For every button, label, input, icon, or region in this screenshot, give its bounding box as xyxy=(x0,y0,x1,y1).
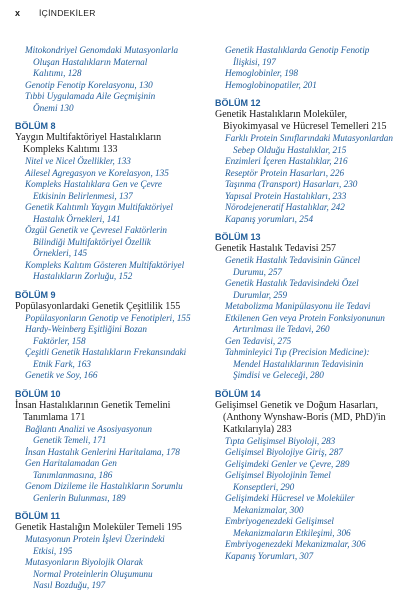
toc-entry[interactable] xyxy=(15,45,200,80)
chapter-label: BÖLÜM 8 xyxy=(15,121,56,131)
toc-line: Mekanizmaların Etkileşimi, 306 xyxy=(233,527,351,538)
toc-entry[interactable] xyxy=(215,80,400,92)
toc-entry[interactable] xyxy=(215,68,400,80)
chapter-title xyxy=(15,132,200,156)
toc-line: Sebep Olduğu Hastalıklar, 215 xyxy=(233,144,347,155)
toc-entry[interactable] xyxy=(215,551,400,563)
toc-line: Artırılması ile Tedavi, 260 xyxy=(233,324,330,334)
toc-line: Gen Tedavisi, 275 xyxy=(225,335,292,346)
toc-line: Nörodejeneratif Hastalıklar, 242 xyxy=(225,202,345,212)
toc-line: Embriyogenezdeki Gelişimsel xyxy=(225,516,334,526)
toc-line: Tanımlama 171 xyxy=(23,411,86,423)
toc-entry[interactable] xyxy=(215,459,400,471)
toc-entry[interactable] xyxy=(215,301,400,313)
toc-line: Etnik Fark, 163 xyxy=(33,358,91,369)
toc-entry[interactable] xyxy=(215,179,400,191)
toc-entry[interactable] xyxy=(15,80,200,92)
toc-line: Çeşitli Genetik Hastalıkların Frekansındaki xyxy=(25,347,187,357)
toc-line: Kompleks Hastalıklara Gen ve Çevre xyxy=(25,179,162,189)
chapter-label: BÖLÜM 11 xyxy=(15,511,61,521)
toc-line: Kalıtımı, 128 xyxy=(33,68,82,78)
toc-left-column xyxy=(15,45,200,592)
toc-entry[interactable] xyxy=(215,278,400,301)
toc-line: Embriyogenezdeki Mekanizmalar, 306 xyxy=(225,539,366,549)
toc-line: Genetik Kalıtımlı Yaygın Multifaktöriyel xyxy=(25,202,173,212)
toc-line: Mitokondriyel Genomdaki Mutasyonlarla xyxy=(25,45,179,55)
toc-line: Reseptör Protein Hasarları, 226 xyxy=(225,167,345,178)
toc-entry[interactable] xyxy=(215,133,400,156)
toc-line: Mutasyonların Biyolojik Olarak xyxy=(25,557,143,567)
toc-entry[interactable] xyxy=(15,202,200,225)
toc-line: Tanımlanmasına, 186 xyxy=(33,469,113,480)
toc-line: İnsan Hastalıklarının Genetik Temelini xyxy=(15,399,171,411)
toc-line: Yapısal Protein Hastalıkları, 233 xyxy=(225,190,347,201)
toc-line: Özgül Genetik ve Çevresel Faktörlerin xyxy=(25,225,168,235)
toc-entry[interactable] xyxy=(215,493,400,516)
toc-right-column xyxy=(215,45,400,562)
toc-line: Gelişimdeki Genler ve Çevre, 289 xyxy=(225,458,350,469)
toc-entry[interactable] xyxy=(215,214,400,226)
chapter-title xyxy=(15,400,200,424)
toc-line: Bilindiği Multifaktöriyel Özellik xyxy=(33,236,151,247)
toc-line: Popülasyonların Genotip ve Fenotipleri, 155 xyxy=(25,312,191,323)
toc-line: Kompleks Kalıtımı 133 xyxy=(23,144,118,155)
toc-line: Hastalık Örnekleri, 141 xyxy=(33,213,121,224)
toc-line: Tıpta Gelişimsel Biyoloji, 283 xyxy=(225,435,336,446)
toc-line: Nasıl Bozduğu, 197 xyxy=(33,580,106,590)
chapter-title xyxy=(215,400,400,436)
toc-entry[interactable] xyxy=(215,516,400,539)
chapter-label: BÖLÜM 12 xyxy=(215,98,261,108)
toc-line: Katkılarıyla) 283 xyxy=(223,423,292,435)
toc-line: Mendel Hastalıklarının Tedavisinin xyxy=(233,358,364,369)
toc-entry[interactable] xyxy=(15,447,200,459)
toc-line: Kompleks Kalıtım Gösteren Multifaktöriyel xyxy=(25,259,185,270)
toc-entry[interactable] xyxy=(215,539,400,551)
toc-entry[interactable] xyxy=(215,313,400,336)
toc-line: Tıbbi Uygulamada Aile Geçmişinin xyxy=(25,91,156,101)
chapter-title xyxy=(15,522,200,534)
toc-entry[interactable] xyxy=(15,168,200,180)
toc-line: Gelişimdeki Hücresel ve Moleküler xyxy=(225,493,355,503)
toc-line: Metabolizma Manipülasyonu ile Tedavi xyxy=(225,301,371,311)
toc-line: Farklı Protein Sınıflarındaki Mutasyonlardan xyxy=(225,133,393,143)
toc-line: Genom Dizileme ile Hastalıkların Sorumlu xyxy=(25,481,183,491)
toc-line: Popülasyonlardaki Genetik Çeşitlilik 155 xyxy=(15,300,181,312)
toc-line: Hemoglobinler, 198 xyxy=(225,68,298,78)
toc-entry[interactable] xyxy=(15,91,200,114)
toc-line: Faktörler, 158 xyxy=(33,335,86,346)
toc-line: Gelişimsel Biyolojinin Temel xyxy=(225,470,331,480)
toc-line: Biyokimyasal ve Hücresel Temelleri 215 xyxy=(223,121,387,132)
toc-line: Etkilenen Gen veya Protein Fonksiyonunun xyxy=(225,312,385,323)
toc-line: Durumlar, 259 xyxy=(233,289,288,300)
toc-entry[interactable] xyxy=(215,191,400,203)
toc-line: Konseptleri, 290 xyxy=(233,481,295,492)
toc-line: Etkisinin Belirlenmesi, 137 xyxy=(33,190,133,201)
toc-line: Hardy-Weinberg Eşitliğini Bozan xyxy=(25,324,147,334)
page-header xyxy=(15,8,400,22)
toc-line: Genetik ve Soy, 166 xyxy=(25,370,98,380)
chapter-label: BÖLÜM 10 xyxy=(15,388,61,399)
toc-line: Genetik Hastalıklarda Genotip Fenotip xyxy=(225,45,370,55)
toc-entry[interactable] xyxy=(15,458,200,481)
toc-line: Tahminleyici Tıp (Precision Medicine): xyxy=(225,347,370,357)
toc-line: Taşınma (Transport) Hasarları, 230 xyxy=(225,179,358,189)
toc-entry[interactable] xyxy=(15,260,200,283)
toc-line: İnsan Hastalık Genlerini Haritalama, 178 xyxy=(25,446,180,457)
toc-line: Kapanış Yorumları, 307 xyxy=(225,550,314,561)
toc-entry[interactable] xyxy=(15,225,200,260)
toc-line: Genetik Hastalık Tedavisindeki Özel xyxy=(225,278,359,288)
toc-entry[interactable] xyxy=(15,370,200,382)
toc-entry[interactable] xyxy=(215,255,400,278)
toc-line: Hastalıkların Zorluğu, 152 xyxy=(33,271,133,281)
toc-line: Ailesel Agregasyon ve Korelasyon, 135 xyxy=(25,167,169,178)
toc-line: Gelişimsel Genetik ve Doğum Hasarları, xyxy=(215,399,379,411)
toc-entry[interactable] xyxy=(215,447,400,459)
page-number: x xyxy=(15,8,21,18)
toc-entry[interactable] xyxy=(215,168,400,180)
toc-line: Genetik Temeli, 171 xyxy=(33,435,107,445)
chapter-label: BÖLÜM 13 xyxy=(215,232,261,242)
toc-line: Mekanizmalar, 300 xyxy=(233,504,304,515)
toc-line: Oluşan Hastalıkların Maternal xyxy=(33,56,148,67)
toc-entry[interactable] xyxy=(15,347,200,370)
toc-entry[interactable] xyxy=(215,436,400,448)
toc-entry[interactable] xyxy=(15,179,200,202)
chapter-label: BÖLÜM 14 xyxy=(215,388,261,399)
toc-line: Hemoglobinopatiler, 201 xyxy=(225,79,317,90)
running-title: İÇİNDEKİLER xyxy=(39,8,96,18)
toc-line: Kapanış yorumları, 254 xyxy=(225,213,314,224)
toc-entry[interactable] xyxy=(215,156,400,168)
chapter-title xyxy=(215,109,400,133)
toc-line: İlişkisi, 197 xyxy=(233,56,276,67)
toc-line: Şimdisi ve Geleceği, 280 xyxy=(233,370,324,380)
toc-entry[interactable] xyxy=(15,324,200,347)
toc-line: Genotip Fenotip Korelasyonu, 130 xyxy=(25,79,153,90)
toc-entry[interactable] xyxy=(215,470,400,493)
toc-line: Mutasyonun Protein İşlevi Üzerindeki xyxy=(25,534,165,544)
chapter-title xyxy=(215,243,400,255)
toc-entry[interactable] xyxy=(215,202,400,214)
toc-line: Enzimleri İçeren Hastalıklar, 216 xyxy=(225,156,348,166)
toc-line: Genlerin Bulunması, 189 xyxy=(33,492,126,503)
toc-line: Normal Proteinlerin Oluşumunu xyxy=(33,568,153,579)
toc-entry[interactable] xyxy=(15,424,200,447)
toc-line: Etkisi, 195 xyxy=(33,545,73,556)
toc-line: Genetik Hastalıkların Moleküler, xyxy=(215,109,348,120)
toc-line: Gen Haritalamadan Gen xyxy=(25,458,117,468)
toc-line: Bağlantı Analizi ve Asosiyasyonun xyxy=(25,423,153,434)
toc-entry[interactable] xyxy=(15,156,200,168)
toc-entry[interactable] xyxy=(215,347,400,382)
toc-line: Genetik Hastalık Tedavisi 257 xyxy=(215,243,337,254)
toc-entry[interactable] xyxy=(15,313,200,325)
chapter-label: BÖLÜM 9 xyxy=(15,289,56,300)
toc-line: Önemi 130 xyxy=(33,102,74,113)
toc-line: Durumu, 257 xyxy=(233,266,283,277)
toc-line: Genetik Hastalık Tedavisinin Güncel xyxy=(225,255,361,265)
toc-line: Gelişimsel Biyolojiye Giriş, 287 xyxy=(225,447,343,457)
toc-entry[interactable] xyxy=(215,45,400,68)
toc-line: Yaygın Multifaktöriyel Hastalıkların xyxy=(15,132,162,143)
toc-line: Genetik Hastalığın Moleküler Temeli 195 xyxy=(15,522,182,533)
toc-entry[interactable] xyxy=(15,481,200,504)
toc-line: Örnekleri, 145 xyxy=(33,248,88,258)
toc-entry[interactable] xyxy=(215,336,400,348)
chapter-title xyxy=(15,301,200,313)
toc-entry[interactable] xyxy=(15,557,200,592)
toc-entry[interactable] xyxy=(15,534,200,557)
toc-line: Nitel ve Nicel Özellikler, 133 xyxy=(25,156,131,166)
toc-line: (Anthony Wynshaw-Boris (MD, PhD)'in xyxy=(223,411,386,423)
